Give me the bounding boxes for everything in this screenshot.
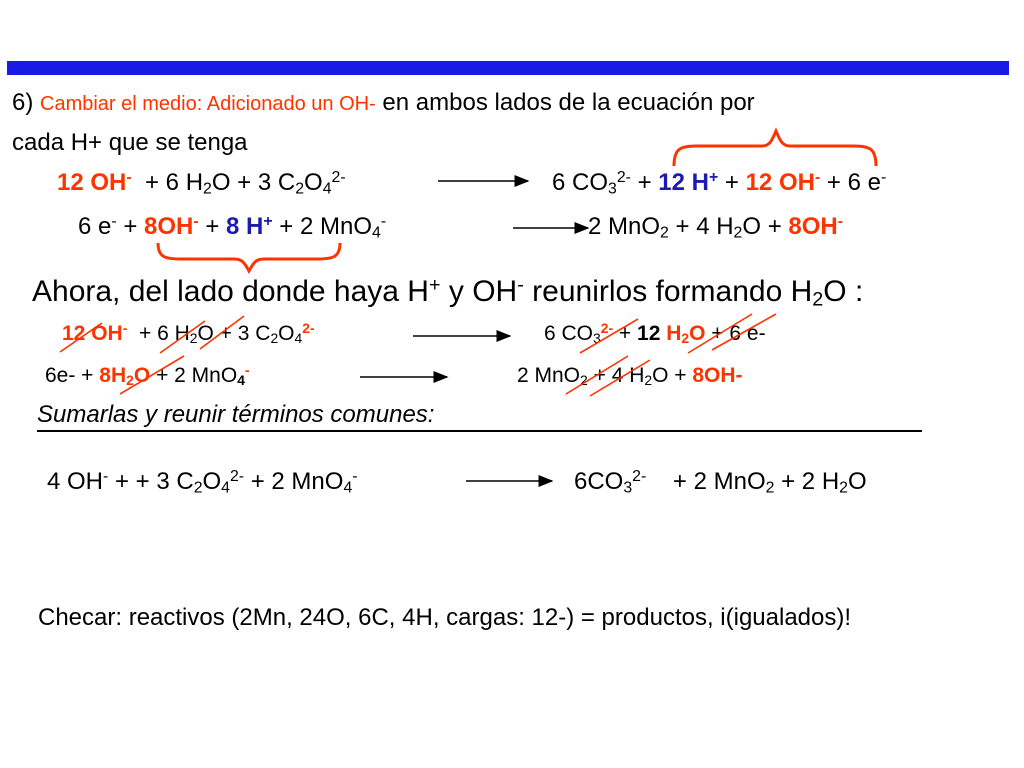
- step-number: 6): [12, 89, 34, 116]
- eq1-oh: 12 OH-: [57, 169, 132, 196]
- eq1-reactants: 12 OH- + 6 $H_2O + 3$ $C_2O_4^{2-}$: [57, 169, 346, 198]
- eq1-oh2: 12 OH-: [745, 169, 821, 196]
- eq4-products: 2 MnO$_2$ + 4 $H_2O + 8OH-$: [517, 364, 743, 389]
- step-line2: cada H+ que se tenga: [12, 129, 248, 156]
- step-red-text: Cambiar el medio: Adicionado un OH-: [40, 93, 376, 115]
- eq2-h: 8 H+: [226, 213, 273, 240]
- eq3-h2o: $H_2O$: [666, 322, 706, 347]
- eq4-reactants: $6e- + 8H_2O + 2$ MnO$_4$-: [45, 362, 250, 389]
- eq3-products: 6 $CO_3^{2-} + 12$ $H_2O + 6$ e-: [544, 320, 766, 347]
- eq2-oh: 8OH-: [144, 213, 199, 240]
- strike-marks: [60, 314, 776, 396]
- eq2-products: 2 MnO$_2$ + 4 $H_2O + 8OH^-$: [588, 213, 844, 242]
- eq1-h: 12 H+: [658, 169, 719, 196]
- eq3-reactants: 12 OH- + 6 $H_2O + 3$ $C_2O_4^{2-}$: [62, 320, 315, 347]
- eq3-oh: 12 OH-: [62, 320, 128, 345]
- checar-line: Checar: reactivos (2Mn, 24O, 6C, 4H, cargas: 12-) = productos, i(igualados)!: [38, 604, 852, 631]
- eq2-reactants: 6 e- + 8OH- + 8 H+ + 2 MnO$_4$-: [78, 213, 387, 242]
- step-text: en ambos lados de la ecuación por: [382, 89, 755, 116]
- final-reactants: 4 OH- + + 3 $C_2O_4^{2-} + 2$ MnO$_4$-: [47, 468, 358, 497]
- eq4-oh: 8OH-: [692, 364, 743, 387]
- eq4-h2o: $8H_2O$: [99, 364, 151, 389]
- eq1-products: 6 $CO_3^{2-} + 12$ H+ + 12 OH- + 6 e-: [552, 169, 887, 198]
- lower-brace: [158, 243, 340, 271]
- upper-brace: [674, 131, 876, 166]
- ahora-heading: Ahora, del lado donde haya H+ y OH- reunirlos formando $H_2O$ :: [32, 274, 864, 311]
- final-products: $6CO_3^{2-}$ + 2 MnO$_2$ + 2 $H_2O$: [574, 468, 867, 497]
- eq2-oh2: 8OH-: [788, 213, 844, 240]
- sumarlas-label: Sumarlas y reunir términos comunes:: [37, 401, 435, 428]
